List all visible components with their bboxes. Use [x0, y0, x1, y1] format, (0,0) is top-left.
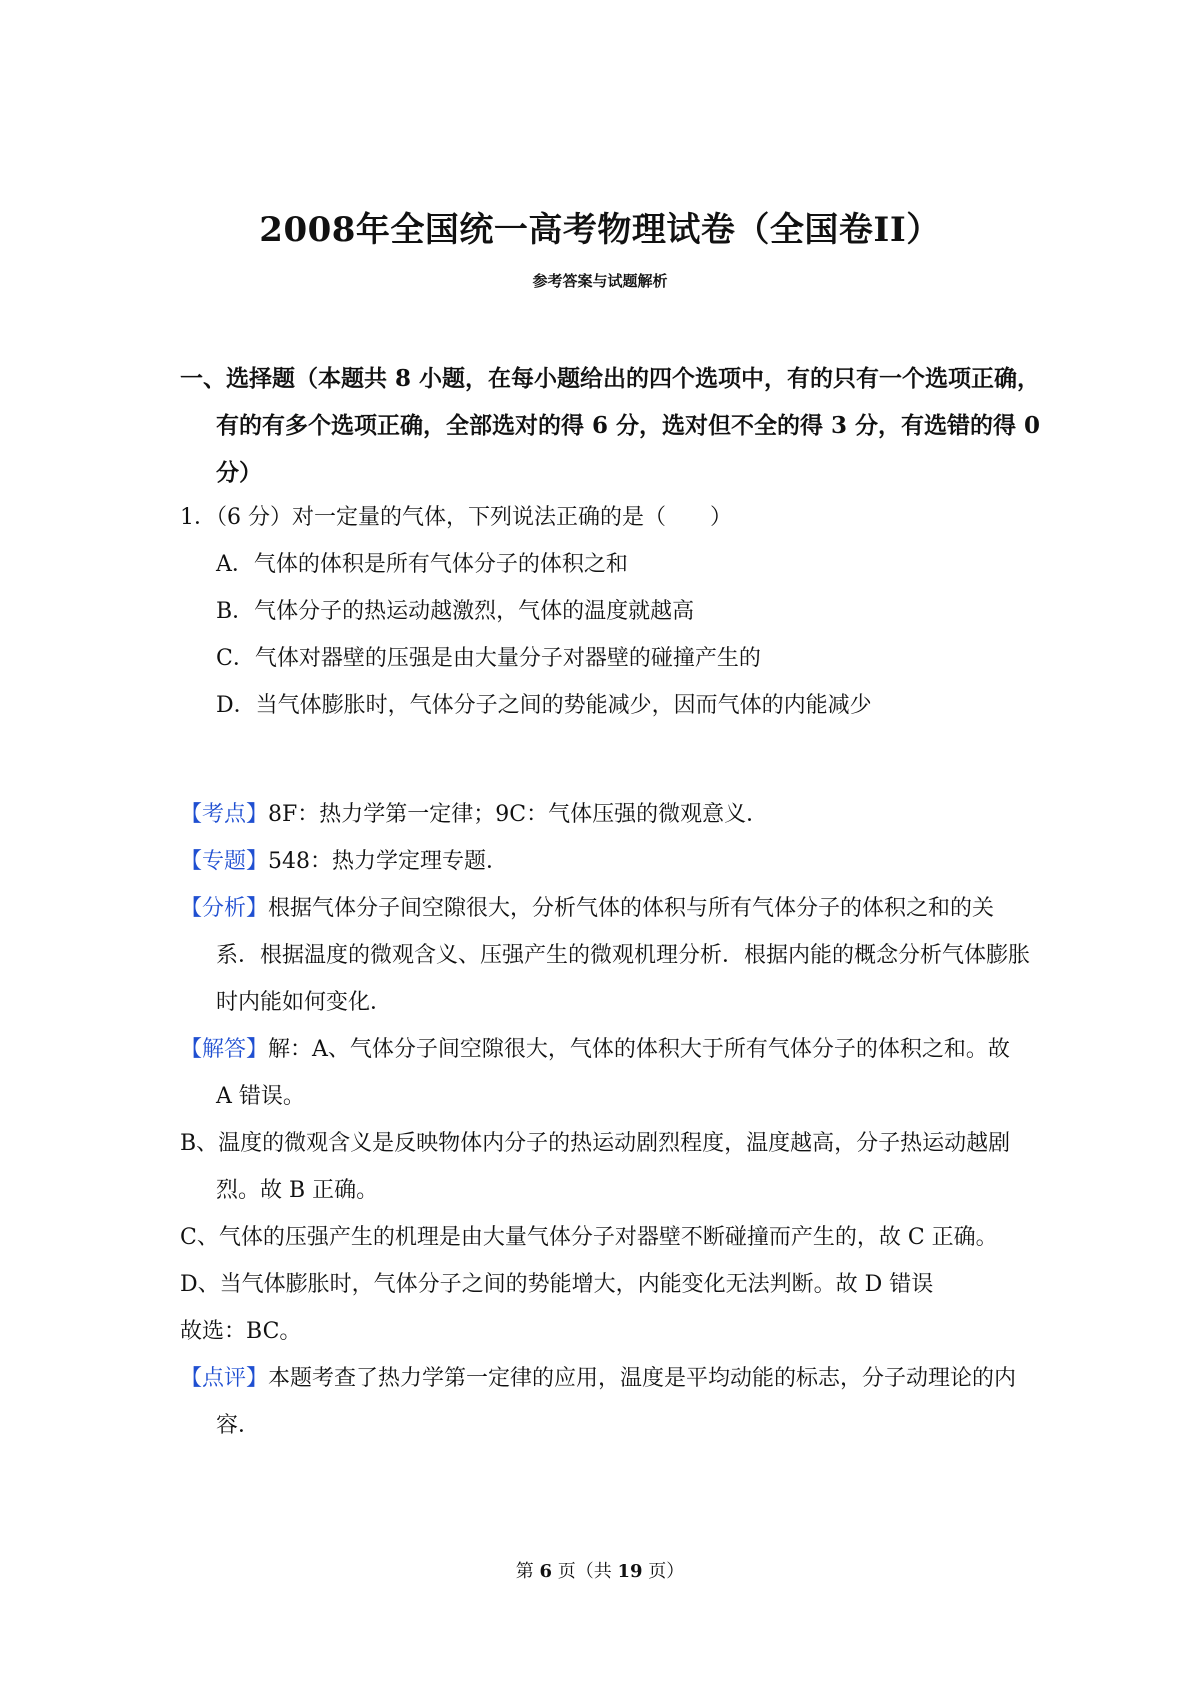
footer-page-number: 6: [539, 1561, 552, 1582]
footer-prefix: 第: [515, 1561, 534, 1582]
page-title: 2008年全国统一高考物理试卷（全国卷II）: [259, 210, 941, 250]
fenxi-text: 根据气体分子间空隙很大，分析气体的体积与所有气体分子的体积之和的关系．根据温度的微观含义、压强产生的微观机理分析．根据内能的概念分析气体膨胀时内能如何变化．: [216, 896, 1031, 1015]
kaodian-tag: 【考点】: [180, 802, 269, 827]
kaodian-block: [180, 791, 1030, 838]
jieda-c: C、气体的压强产生的机理是由大量气体分子对器壁不断碰撞而产生的，故 C 正确。: [180, 1225, 998, 1250]
footer-suffix: 页）: [648, 1561, 685, 1582]
jieda-b: B、温度的微观含义是反映物体内分子的热运动剧烈程度，温度越高，分子热运动越剧烈。故 B 正确。: [180, 1131, 1011, 1203]
jieda-block: [180, 1026, 1030, 1120]
page-subtitle: 参考答案与试题解析: [532, 272, 668, 290]
page-footer: [0, 1557, 1200, 1583]
zhuanti-text: 548：热力学定理专题．: [268, 849, 509, 874]
zhuanti-tag: 【专题】: [180, 849, 269, 874]
section-header: 一、选择题（本题共 8 小题，在每小题给出的四个选项中，有的只有一个选项正确，有的有多个选项正确，全部选对的得 6 分，选对但不全的得 3 分，有选错的得 0 分）: [180, 365, 1041, 486]
footer-middle: 页（共: [557, 1561, 612, 1582]
option-b: B．气体分子的热运动越激烈，气体的温度就越高: [216, 599, 695, 624]
answer-line: 故选：BC。: [180, 1319, 302, 1344]
content: [180, 494, 1030, 1449]
jieda-text: 解：A、气体分子间空隙很大，气体的体积大于所有气体分子的体积之和。故 A 错误。: [216, 1037, 1010, 1109]
dianping-text: 本题考查了热力学第一定律的应用，温度是平均动能的标志，分子动理论的内容．: [216, 1366, 1017, 1438]
dianping-block: [180, 1355, 1030, 1449]
dianping-tag: 【点评】: [180, 1366, 269, 1391]
fenxi-tag: 【分析】: [180, 896, 269, 921]
jieda-tag: 【解答】: [180, 1037, 269, 1062]
jieda-d: D、当气体膨胀时，气体分子之间的势能增大，内能变化无法判断。故 D 错误: [180, 1272, 934, 1297]
footer-total-pages: 19: [617, 1561, 643, 1582]
kaodian-text: 8F：热力学第一定律；9C：气体压强的微观意义．: [268, 802, 769, 827]
zhuanti-block: [180, 838, 1030, 885]
option-d: D．当气体膨胀时，气体分子之间的势能减少，因而气体的内能减少: [216, 693, 872, 718]
option-c: C．气体对器壁的压强是由大量分子对器壁的碰撞产生的: [216, 646, 761, 671]
option-a: A．气体的体积是所有气体分子的体积之和: [216, 552, 628, 577]
fenxi-block: [180, 885, 1030, 1026]
question-stem: 1．（6 分）对一定量的气体，下列说法正确的是（ ）: [180, 505, 732, 530]
spacer: [180, 729, 1030, 791]
